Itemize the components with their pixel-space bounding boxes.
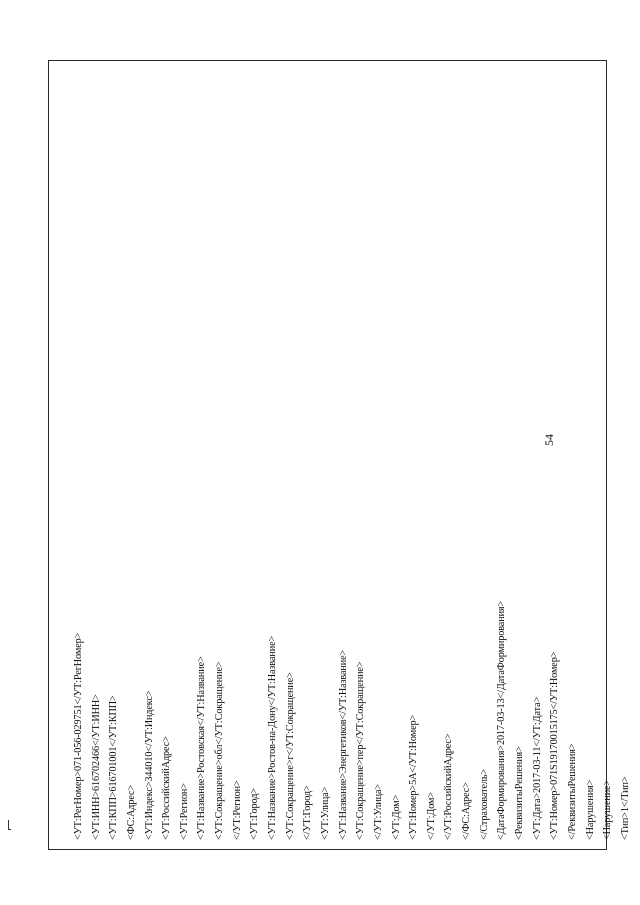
xml-line: <ДатаФормирования>2017-03-13</ДатаФормирования> [496,600,508,840]
xml-line: </Страхователь> [478,768,490,840]
xml-line: </УТ:Регион> [231,780,243,840]
xml-line: <Тип>1</Тип> [619,776,631,840]
xml-line: <УТ:ИНН>616702466</УТ:ИНН> [90,694,102,840]
xml-code-listing [70,540,635,840]
xml-line: <РеквизитыРешения> [514,746,526,840]
xml-line: <УТ:Номер>5А</УТ:Номер> [408,714,420,840]
rotated-content [70,540,630,840]
xml-line: <УТ:Название>Ростовская</УТ:Название> [196,656,208,840]
xml-line: </УТ:Дом> [425,792,437,840]
xml-line: <УТ:Улица> [319,786,331,840]
page-number: 54 [542,434,556,446]
xml-line: <УТ:РоссийскийАдрес> [161,736,173,840]
xml-line: <УТ:РегНомер>071-056-029751</УТ:РегНомер> [73,632,84,840]
xml-line: <УТ:Дом> [390,794,402,840]
xml-line: <УТ:Регион> [178,783,190,840]
xml-line: <УТ:Сокращение>обл</УТ:Сокращение> [214,661,226,840]
xml-line: <УТ:Название>Энергетиков</УТ:Название> [337,649,349,840]
xml-line: <ФС:Адрес> [125,784,137,840]
xml-line: <УТ:Город> [249,788,261,840]
xml-line: </РеквизитыРешения> [566,743,578,840]
xml-line: </УТ:РоссийскийАдрес> [443,733,455,840]
xml-line: </УТ:Город> [302,785,314,840]
xml-line: <УТ:Название>Ростов-на-Дону</УТ:Название> [267,635,279,840]
xml-line: <УТ:Индекс>344010</УТ:Индекс> [143,690,155,840]
xml-line: <Нарушение> [602,779,614,840]
xml-line: <УТ:Сокращение>пер</УТ:Сокращение> [355,661,367,840]
xml-line: </ФС:Адрес> [461,782,473,840]
xml-line: <Нарушения> [584,779,596,840]
xml-line: <УТ:Дата>2017-03-11</УТ:Дата> [531,696,543,840]
xml-line: <УТ:КПП>616701001</УТ:КПП> [108,695,120,840]
xml-line: </УТ:Улица> [372,783,384,840]
xml-line: <УТ:Сокращение>г</УТ:Сокращение> [284,672,296,840]
xml-line: <УТ:Номер>071S19170015175</УТ:Номер> [549,651,561,840]
corner-mark [8,820,11,830]
